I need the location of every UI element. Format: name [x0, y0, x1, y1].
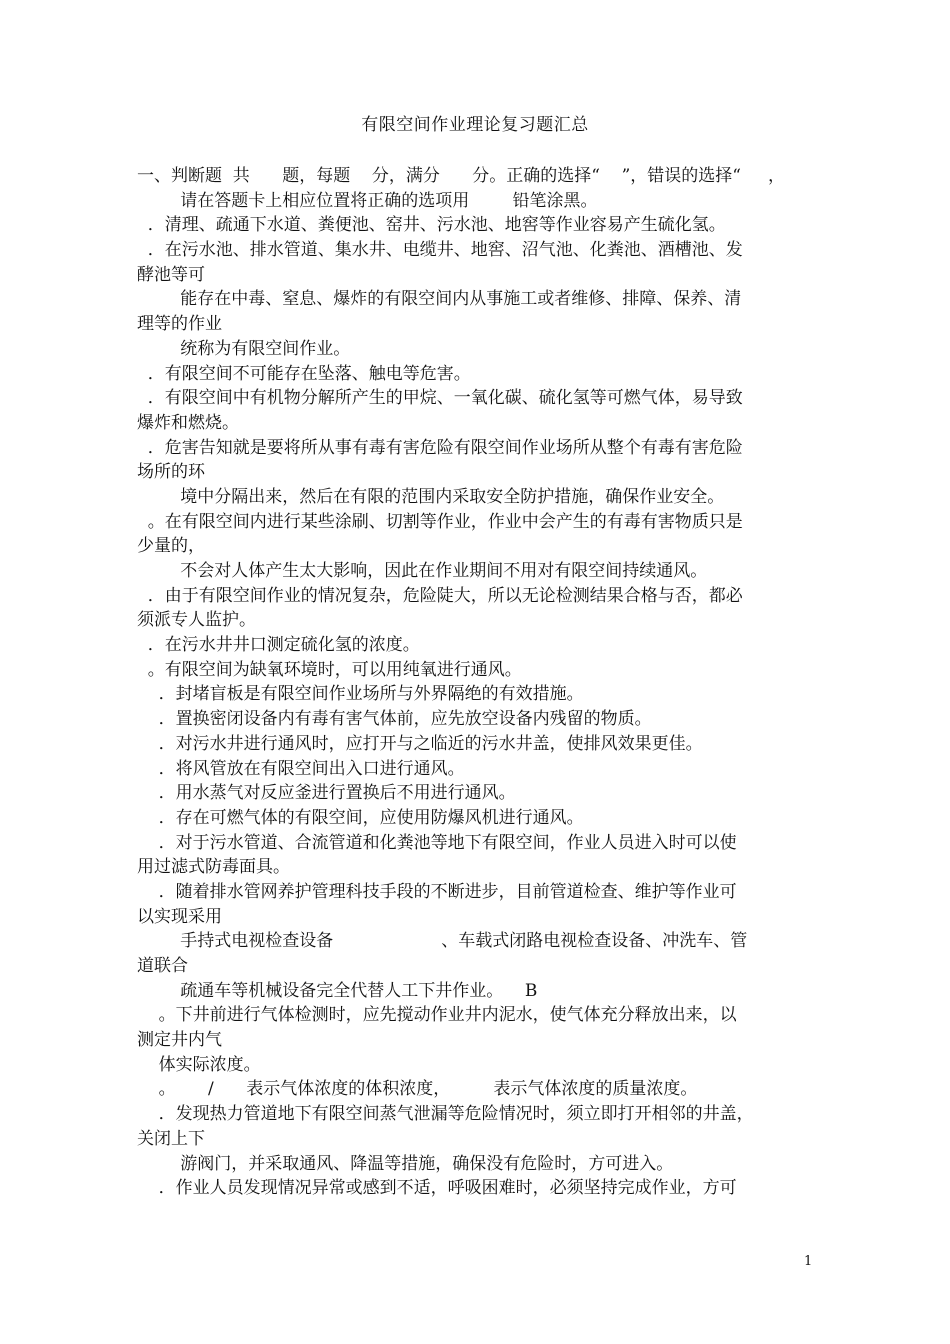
text-line: 理等的作业	[137, 314, 222, 335]
text-line: 酵池等可	[137, 264, 205, 285]
text-line: 体实际浓度。	[137, 1054, 261, 1075]
text-line: ．有限空间中有机物分解所产生的甲烷、一氧化碳、硫化氢等可燃气体，易导致	[137, 388, 743, 409]
text-line: 少量的，	[137, 536, 205, 557]
text-line: 爆炸和燃烧。	[137, 412, 239, 433]
text-line: ．用水蒸气对反应釜进行置换后不用进行通风。	[137, 783, 516, 804]
text-line: ．封堵盲板是有限空间作业场所与外界隔绝的有效措施。	[137, 684, 584, 705]
text-line: 。在有限空间内进行某些涂刷、切割等作业，作业中会产生的有毒有害物质只是	[137, 511, 743, 532]
text-line: 不会对人体产生太大影响，因此在作业期间不用对有限空间持续通风。	[137, 561, 708, 581]
text-line: 。下井前进行气体检测时，应先搅动作业井内泥水，使气体充分释放出来，以	[137, 1005, 737, 1026]
text-line: 。有限空间为缺氧环境时，可以用纯氧进行通风。	[137, 659, 522, 680]
text-line: 请在答题卡上相应位置将正确的选项用 铅笔涂黑。	[137, 190, 598, 211]
text-line: 疏通车等机械设备完全代替人工下井作业。 B	[137, 980, 538, 1001]
page-number: 1	[804, 1254, 813, 1269]
text-line: 道联合	[137, 956, 188, 976]
text-line: ．置换密闭设备内有毒有害气体前，应先放空设备内残留的物质。	[137, 709, 652, 730]
text-line: ．有限空间不可能存在坠落、触电等危害。	[137, 363, 471, 384]
text-line: ．在污水井井口测定硫化氢的浓度。	[137, 635, 420, 656]
text-line: ．对于污水管道、合流管道和化粪池等地下有限空间，作业人员进入时可以使	[137, 832, 737, 853]
document-title: 有限空间作业理论复习题汇总	[361, 115, 589, 135]
text-line: ．对污水井进行通风时，应打开与之临近的污水井盖，使排风效果更佳。	[137, 733, 703, 754]
text-line: 用过滤式防毒面具。	[137, 857, 290, 878]
text-line: ．将风管放在有限空间出入口进行通风。	[137, 758, 465, 779]
text-line: 能存在中毒、窒息、爆炸的有限空间内从事施工或者维修、排障、保养、清	[137, 289, 742, 310]
text-line: ．清理、疏通下水道、粪便池、窑井、污水池、地窖等作业容易产生硫化氢。	[137, 215, 726, 236]
text-line: ．在污水池、排水管道、集水井、电缆井、地窖、沼气池、化粪池、酒槽池、发	[137, 240, 743, 261]
text-line: 境中分隔出来，然后在有限的范围内采取安全防护措施，确保作业安全。	[137, 486, 725, 507]
text-line: ．发现热力管道地下有限空间蒸气泄漏等危险情况时，须立即打开相邻的井盖，	[137, 1104, 754, 1125]
text-line: ．由于有限空间作业的情况复杂，危险陡大，所以无论检测结果合格与否，都必	[137, 585, 743, 606]
document-body	[137, 164, 817, 1201]
text-line: 。 / 表示气体浓度的体积浓度， 表示气体浓度的质量浓度。	[137, 1079, 698, 1100]
text-line: ．作业人员发现情况异常或感到不适，呼吸困难时，必须坚持完成作业，方可	[137, 1178, 737, 1199]
text-line: 游阀门，并采取通风、降温等措施，确保没有危险时，方可进入。	[137, 1153, 674, 1174]
text-line: 场所的环	[137, 462, 205, 483]
text-line: 测定井内气	[137, 1030, 222, 1051]
text-line: 须派专人监护。	[137, 610, 256, 631]
text-line: 手持式电视检查设备 、车载式闭路电视检查设备、冲洗车、管	[137, 931, 748, 952]
text-line: ．随着排水管网养护管理科技手段的不断进步，目前管道检查、维护等作业可	[137, 881, 737, 902]
text-line: 一、判断题 共 题，每题 分，满分 分。正确的选择“ ”，错误的选择“ ，	[137, 166, 785, 186]
text-line: 关闭上下	[137, 1128, 205, 1149]
text-line: ．存在可燃气体的有限空间，应使用防爆风机进行通风。	[137, 807, 584, 828]
text-line: ．危害告知就是要将所从事有毒有害危险有限空间作业场所从整个有毒有害危险	[137, 437, 743, 458]
text-line: 以实现采用	[137, 906, 222, 927]
text-line: 统称为有限空间作业。	[137, 338, 351, 359]
